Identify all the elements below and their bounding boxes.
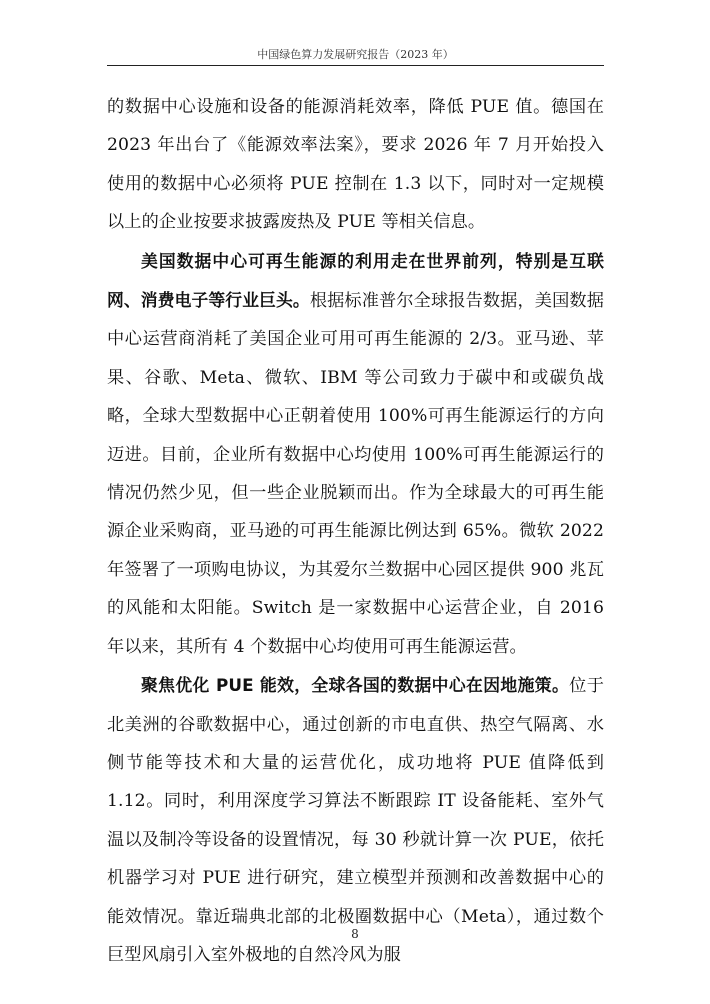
paragraph-continuation [107, 88, 604, 242]
paragraph-text: 位于北美洲的谷歌数据中心，通过创新的市电直供、热空气隔离、水侧节能等技术和大量的运营优化，成功地将 PUE 值降低到 1.12。同时，利用深度学习算法不断跟踪 IT 设备能耗、室外气温以及制冷等设备的设置情况，每 30 秒就计算一次 PUE，依托机器学习对 PUE 进行研究，建立模型并预测和改善数据中心的能效情况。靠近瑞典北部的北极圈数据中心（Meta），通过数个巨型风扇引入室外极地的自然冷风为服 [107, 676, 604, 965]
paragraph-text: 根据标准普尔全球报告数据，美国数据中心运营商消耗了美国企业可用可再生能源的 2/3。亚马逊、苹果、谷歌、Meta、微软、IBM 等公司致力于碳中和或碳负战略，全球大型数据中心正朝着使用 100%可再生能源运行的方向迈进。目前，企业所有数据中心均使用 100%可再生能源运行的情况仍然少见，但一些企业脱颖而出。作为全球最大的可再生能源企业采购商，亚马逊的可再生能源比例达到 65%。微软 2022 年签署了一项购电协议，为其爱尔兰数据中心园区提供 900 兆瓦的风能和太阳能。Switch 是一家数据中心运营企业，自 2016 年以来，其所有 4 个数据中心均使用可再生能源运营。 [107, 291, 605, 657]
paragraph-text: 的数据中心设施和设备的能源消耗效率，降低 PUE 值。德国在 2023 年出台了《能源效率法案》，要求 2026 年 7 月开始投入使用的数据中心必须将 PUE 控制在 1.3 以下，同时对一定规模以上的企业按要求披露废热及 PUE 等相关信息。 [107, 97, 604, 233]
header-divider [107, 65, 604, 66]
paragraph-us-renewables [107, 242, 604, 666]
running-header: 中国绿色算力发展研究报告（2023 年） [257, 48, 454, 61]
page-number: 8 [351, 927, 359, 941]
paragraph-lead-heading: 聚焦优化 PUE 能效，全球各国的数据中心在因地施策。 [141, 675, 570, 696]
paragraph-lead-heading: 美国数据中心可再生能源的利用走在世界前列，特别是互联网、消费电子等行业巨头。 [107, 250, 604, 311]
body-text [107, 88, 604, 974]
